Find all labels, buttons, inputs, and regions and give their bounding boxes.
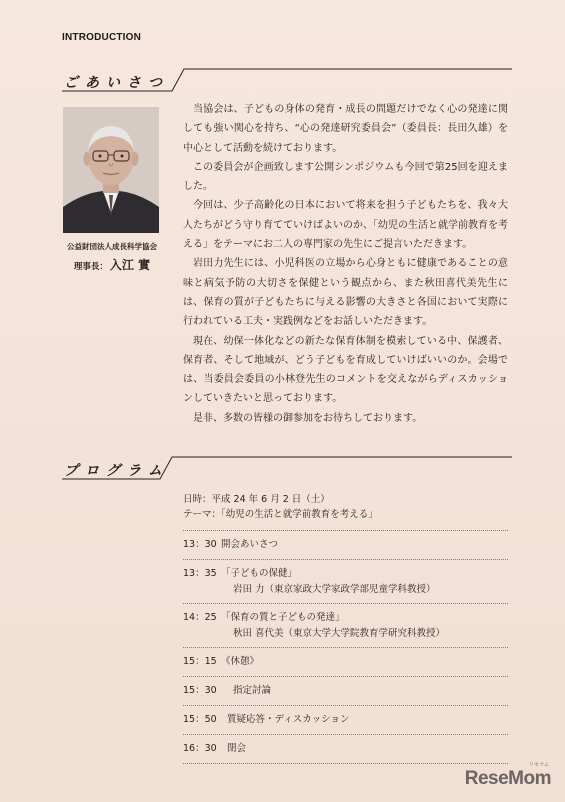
photo-caption-org: 公益財団法人成長科学協会 [67, 242, 157, 251]
greeting-section-header [62, 66, 512, 96]
program-item-time: 15：15 [183, 656, 217, 667]
program-item-speaker: 秋田 喜代美（東京大学大学院教育学研究科教授） [233, 628, 446, 639]
program-item-time: 16：30 [183, 743, 217, 754]
program-item-time: 15：30 [183, 685, 217, 696]
program-item-title: 《休憩》 [221, 656, 260, 667]
greeting-paragraph-3: 今回は、少子高齢化の日本において将来を担う子どもたちを、我々大人たちがどう守り育てていけばよいのか、「幼児の生活と就学前教育を考える」をテーマにお二人の専門家の先生にご提言いただきます。 [183, 200, 508, 251]
program-item-title: 質疑応答・ディスカッション [227, 714, 350, 725]
program-item-time: 14：25 [183, 612, 217, 623]
program-item-title: 「保育の質と子どもの発達」 [221, 612, 345, 623]
greeting-paragraph-4: 岩田力先生には、小児科医の立場から心身ともに健康であることの意味と病気予防の大切さを保健という観点から、また秋田喜代美先生には、保育の質が子どもたちに与える影響の大きさと各国において実際に行われている工夫・実践例などをお話しいただきます。 [183, 258, 508, 328]
greeting-paragraph-6: 是非、多数の皆様の御参加をお待ちしております。 [193, 412, 423, 424]
program-heading: プログラム [64, 463, 169, 479]
program-item-title: 指定討論 [233, 685, 272, 696]
program-item-time: 15：50 [183, 714, 217, 725]
greeting-heading: ごあいさつ [64, 75, 169, 91]
greeting-paragraph-5: 現在、幼保一体化などの新たな保育体制を模索している中、保護者、保育者、そして地域が、どう子どもを育成していけばいいのか。会場では、当委員会委員の小林登先生のコメントを交えながらディスカッションしていきたいと思っております。 [183, 335, 508, 405]
portrait-illustration [63, 107, 159, 233]
watermark-brand: ReseMom [464, 768, 551, 789]
resemom-watermark [464, 762, 551, 790]
program-item-speaker: 岩田 力（東京家政大学家政学部児童学科教授） [233, 584, 436, 595]
intro-label: INTRODUCTION [62, 32, 142, 43]
watermark-small: リセマム [529, 762, 549, 768]
program-list [183, 492, 508, 764]
program-item [183, 603, 508, 647]
program-item [183, 559, 508, 603]
program-end-rule [183, 763, 508, 764]
program-item [183, 705, 508, 734]
greeting-body [183, 100, 508, 428]
greeting-paragraph-1: 当協会は、子どもの身体の発育・成長の問題だけでなく心の発達に関しても強い関心を持ち、“心の発達研究委員会”（委員長：長田久雄）を中心として活動を続けております。 [183, 104, 508, 154]
program-item [183, 734, 508, 763]
photo-caption-name-line [62, 254, 162, 273]
photo-caption-name: 入江 實 [109, 258, 151, 272]
program-section-header [62, 454, 512, 484]
program-theme: テーマ：「幼児の生活と就学前教育を考える」 [183, 509, 378, 520]
portrait-photo [63, 107, 159, 233]
program-item-time: 13：30 [183, 539, 217, 550]
photo-caption-role: 理事長： [73, 262, 108, 272]
program-item [183, 676, 508, 705]
program-item-time: 13：35 [183, 568, 217, 579]
greeting-paragraph-2: この委員会が企画致します公開シンポジウムも今回で第25回を迎えました。 [183, 161, 508, 193]
program-item-title: 「子どもの保健」 [221, 568, 298, 579]
program-item [183, 530, 508, 559]
program-item-title: 閉会 [227, 743, 247, 754]
program-item [183, 647, 508, 676]
program-date: 日時：平成 24 年 6 月 2 日（土） [183, 494, 330, 505]
program-item-title: 開会あいさつ [221, 539, 279, 550]
